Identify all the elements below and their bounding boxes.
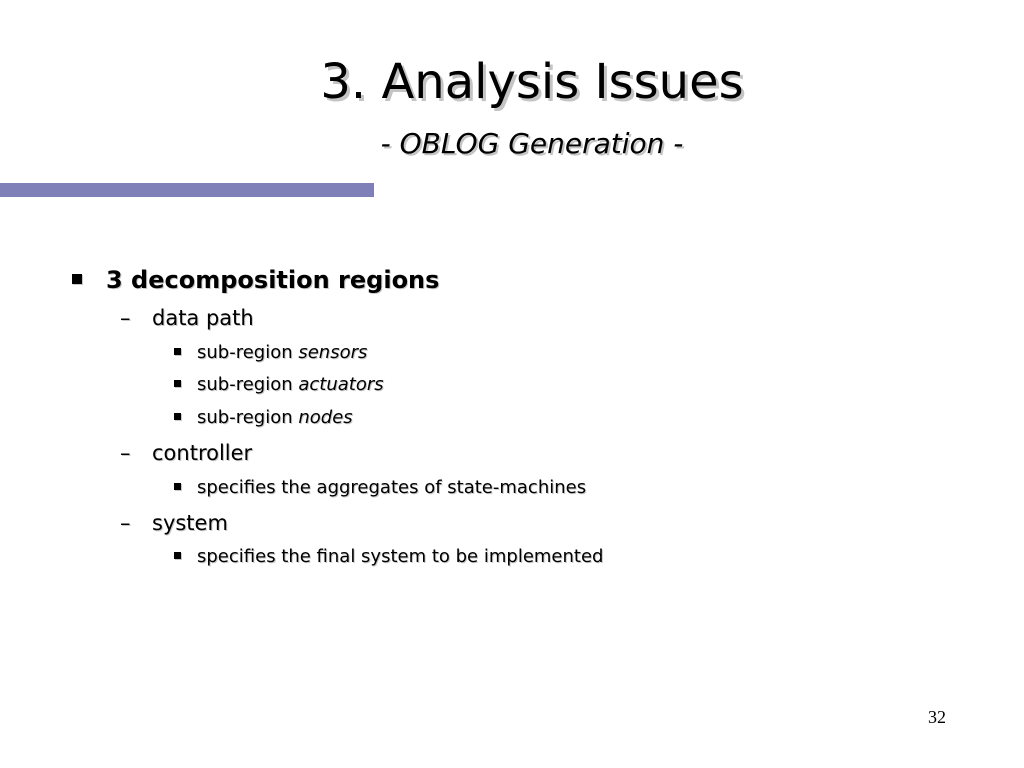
sub-bullet-system-text: system [152, 511, 228, 535]
item-system-detail [174, 545, 603, 569]
page-number: 32 [928, 707, 946, 727]
square-bullet-icon [72, 274, 82, 284]
slide-title: 3. Analysis Issues [320, 54, 744, 110]
item-controller-detail-text: specifies the aggregates of state-machines [197, 477, 587, 498]
small-square-bullet-icon [174, 380, 181, 387]
sub-bullet-data-path [120, 304, 254, 332]
sub-bullet-controller [120, 439, 252, 467]
small-square-bullet-icon [174, 413, 181, 420]
item-nodes-emphasis: nodes [298, 407, 353, 428]
item-actuators-prefix: sub-region [197, 374, 299, 395]
item-system-detail-text: specifies the final system to be implemented [197, 546, 604, 567]
small-square-bullet-icon [174, 483, 181, 490]
sub-bullet-system [120, 509, 228, 537]
bullet-main [72, 264, 439, 296]
dash-bullet-icon: – [120, 511, 131, 535]
bullet-main-text: 3 decomposition regions [106, 266, 440, 294]
item-actuators-emphasis: actuators [298, 374, 384, 395]
item-sensors [174, 341, 367, 365]
dash-bullet-icon: – [120, 441, 131, 465]
item-actuators [174, 373, 384, 397]
item-controller-detail [174, 476, 586, 500]
sub-bullet-controller-text: controller [152, 441, 253, 465]
item-sensors-prefix: sub-region [197, 342, 299, 363]
dash-bullet-icon: – [120, 306, 131, 330]
item-sensors-emphasis: sensors [298, 342, 368, 363]
small-square-bullet-icon [174, 552, 181, 559]
item-nodes-prefix: sub-region [197, 407, 299, 428]
item-nodes [174, 406, 353, 430]
sub-bullet-data-path-text: data path [152, 306, 254, 330]
slide-subtitle: - OBLOG Generation - [380, 127, 684, 160]
small-square-bullet-icon [174, 348, 181, 355]
